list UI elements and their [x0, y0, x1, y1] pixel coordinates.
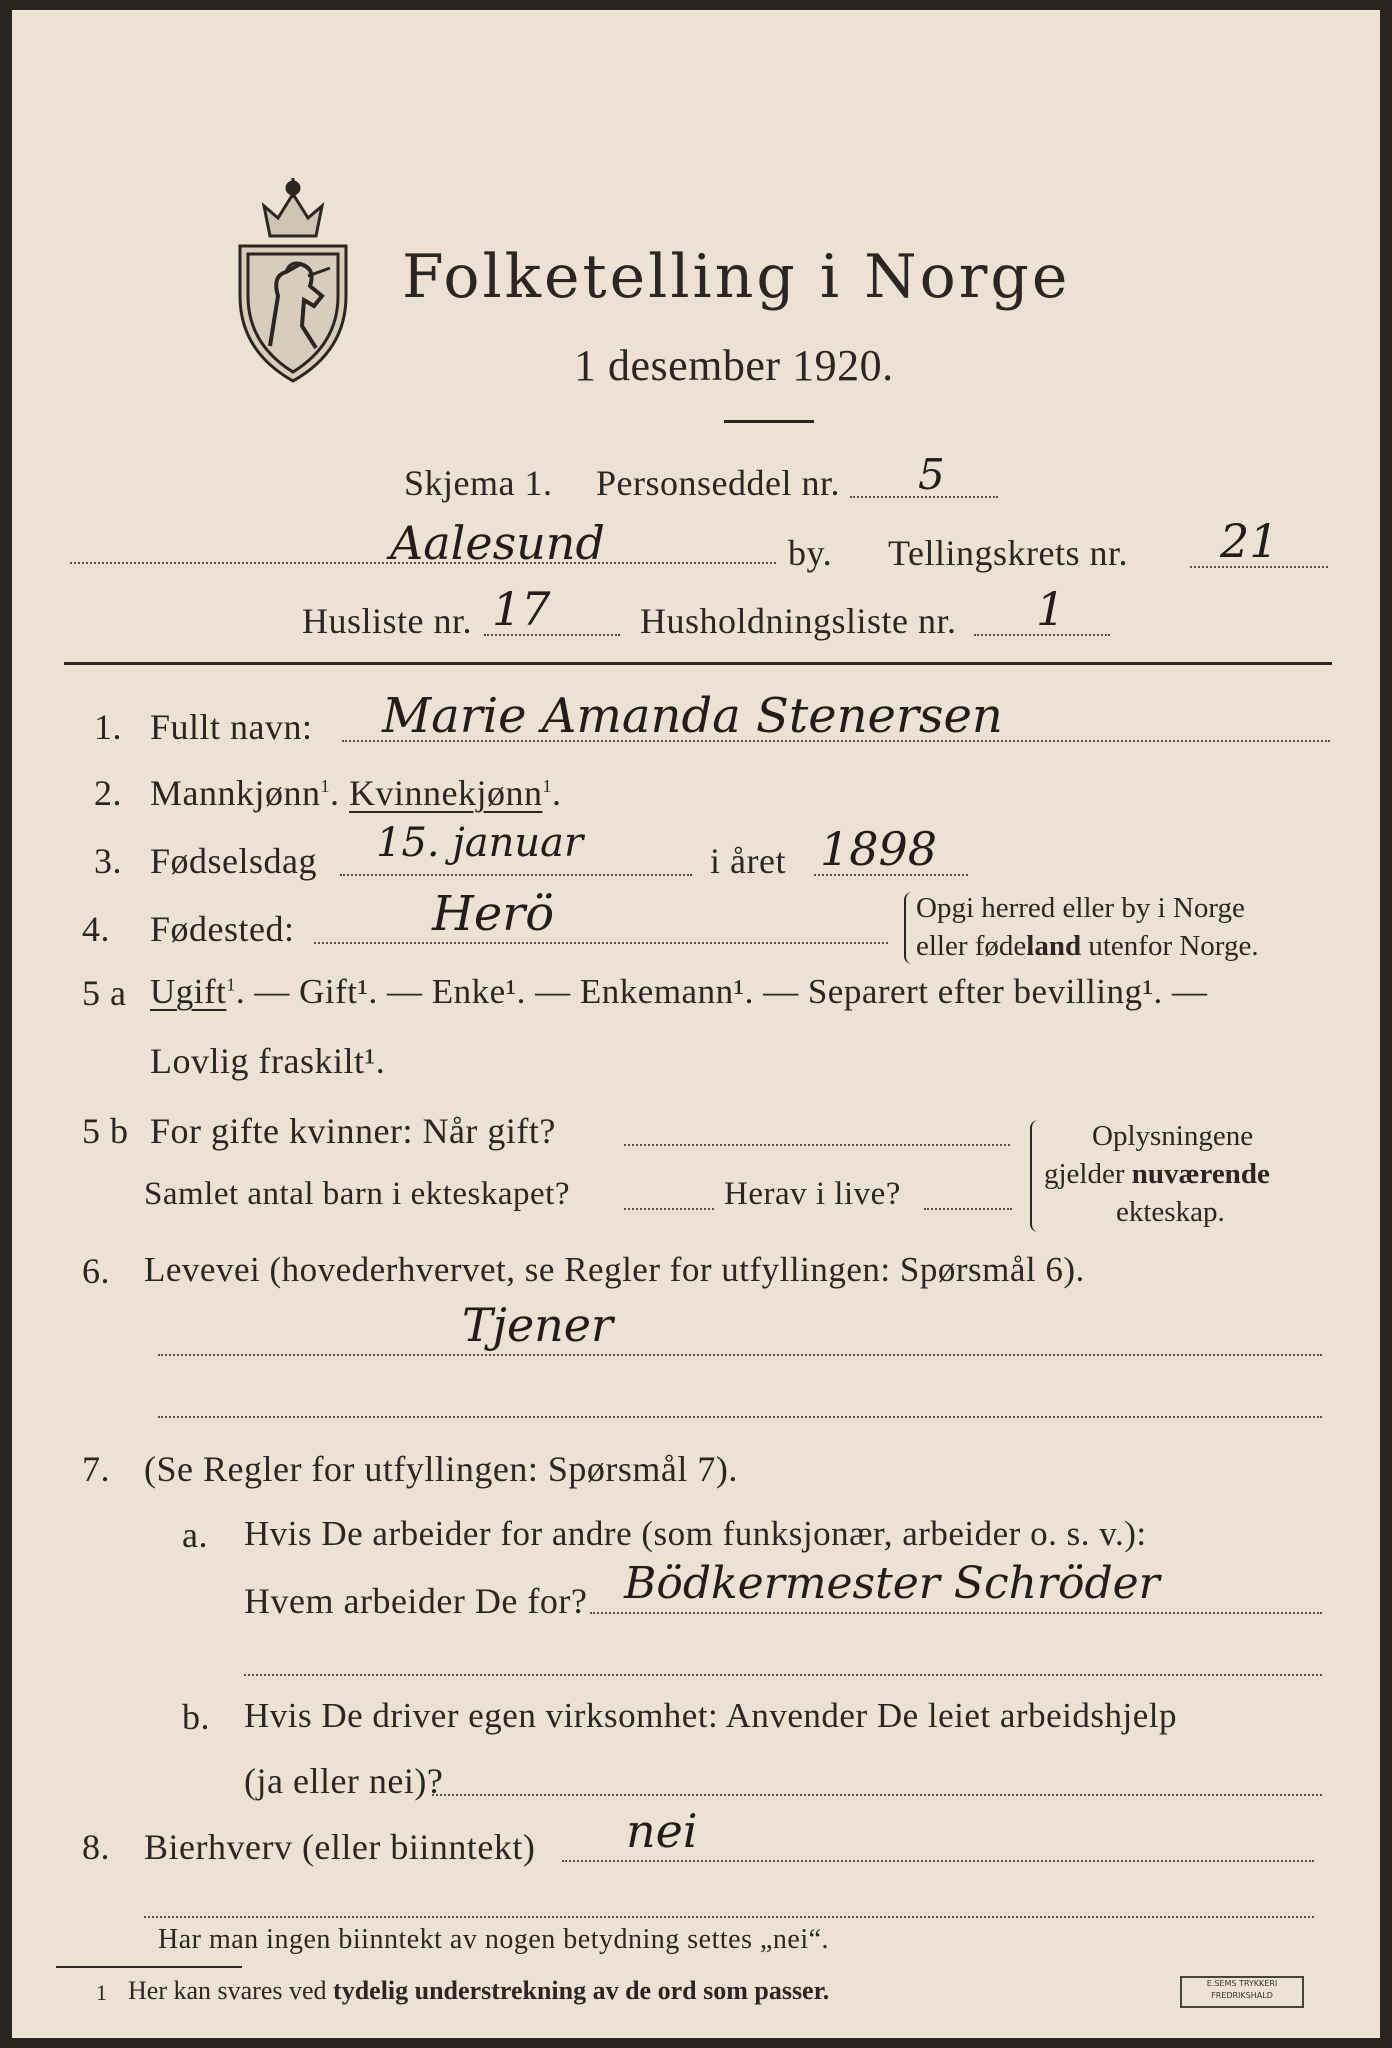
q5b-number: 5 b: [82, 1111, 129, 1151]
q7-number: 7.: [82, 1449, 110, 1489]
q4-label: Fødested:: [150, 909, 295, 949]
q5b-note-brace: [1030, 1120, 1038, 1232]
q5b-alive-field-line: [924, 1208, 1012, 1210]
census-date: 1 desember 1920.: [574, 341, 894, 390]
q6-field-line-1: [158, 1354, 1322, 1356]
coat-of-arms-emblem: [230, 176, 356, 386]
q7-label: (Se Regler for utfyllingen: Spørsmål 7).: [144, 1449, 738, 1489]
q7b-number: b.: [182, 1697, 210, 1737]
q5b-children-label: Samlet antal barn i ekteskapet?: [144, 1176, 571, 1212]
q2-footnote-ref-2: 1: [542, 776, 552, 796]
q7a-line1: Hvis De arbeider for andre (som funksjonær, arbeider o. s. v.):: [244, 1514, 1147, 1553]
husholdning-value: 1: [1036, 582, 1066, 636]
personseddel-label: Personseddel nr.: [596, 463, 840, 503]
printer-stamp-line1: E.SEMS TRYKKERI: [1206, 1979, 1278, 1988]
footnote-mark: 1: [96, 1980, 107, 2005]
q3-birthday-value: 15. januar: [376, 820, 584, 866]
form-title: Folketelling i Norge: [402, 242, 1071, 312]
q1-label: Fullt navn:: [150, 707, 313, 747]
q5b-note-line1: Oplysningene: [1092, 1120, 1254, 1152]
q4-note-line2-post: utenfor Norge.: [1088, 930, 1259, 962]
q5a-footnote-ref: 1: [226, 974, 236, 995]
q1-number: 1.: [94, 707, 122, 747]
q8-field-line: [562, 1860, 1314, 1862]
title-divider: [724, 420, 814, 423]
q5a-line2: Lovlig fraskilt¹.: [150, 1041, 386, 1081]
printer-stamp-line2: FREDRIKSHALD: [1211, 1991, 1273, 2000]
q5a-ugift-underlined: Ugift: [150, 972, 227, 1011]
q3-field-line: [340, 874, 692, 876]
q8-note: Har man ingen biinntekt av nogen betydning settes „nei“.: [158, 1924, 830, 1955]
q5a-number: 5 a: [82, 973, 127, 1013]
q4-note-line2-pre: eller føde: [916, 930, 1027, 962]
q7b-field-line: [432, 1794, 1322, 1796]
q6-occupation-value: Tjener: [462, 1298, 614, 1352]
q2-footnote-ref: 1: [320, 776, 330, 796]
town-value: Aalesund: [390, 516, 605, 570]
q2-sex-options: [150, 772, 561, 814]
q8-value: nei: [626, 1804, 698, 1858]
q1-full-name-value: Marie Amanda Stenersen: [382, 688, 1003, 744]
q8-label: Bierhverv (eller biinntekt): [144, 1827, 536, 1867]
q6-label: Levevei (hovederhvervet, se Regler for utfyllingen: Spørsmål 6).: [144, 1250, 1085, 1289]
q5b-line1: For gifte kvinner: Når gift?: [150, 1111, 556, 1151]
q3-label: Fødselsdag: [150, 841, 317, 881]
footnote-rule: [56, 1966, 242, 1968]
q6-number: 6.: [82, 1251, 110, 1291]
q4-note-line2: [916, 930, 1259, 963]
q3-year-value: 1898: [820, 822, 938, 876]
q5b-note-line2: [1044, 1158, 1270, 1191]
q4-note-line1: Opgi herred eller by i Norge: [916, 892, 1245, 924]
q8-number: 8.: [82, 1827, 110, 1867]
q7a-field-line-2: [244, 1674, 1322, 1676]
q8-field-line-2: [144, 1916, 1314, 1918]
footnote-text: [128, 1976, 829, 2006]
q5a-other-options: . — Gift¹. — Enke¹. — Enkemann¹. — Separert efter bevilling¹. —: [235, 972, 1208, 1011]
q4-birthplace-value: Herö: [432, 886, 555, 942]
q2-end: .: [551, 773, 562, 813]
by-label: by.: [788, 533, 833, 573]
q7a-field-line: [590, 1612, 1322, 1614]
q2-male-option: Mannkjønn: [150, 773, 321, 813]
footnote-text-bold: tydelig understrekning av de ord som passer.: [333, 1976, 830, 2005]
header-rule: [64, 662, 1332, 665]
census-form-page: [12, 10, 1380, 2038]
q5b-alive-label: Herav i live?: [724, 1176, 901, 1212]
q4-note-line2-bold: land: [1026, 930, 1082, 962]
q5b-children-field-line: [624, 1208, 714, 1210]
q7b-line2: (ja eller nei)?: [244, 1761, 444, 1801]
q4-note-brace: [904, 892, 912, 964]
q3-year-label: i året: [710, 841, 786, 881]
q3-number: 3.: [94, 841, 122, 881]
personseddel-value: 5: [918, 450, 945, 499]
q7a-number: a.: [182, 1515, 208, 1555]
tellingskrets-label: Tellingskrets nr.: [888, 533, 1128, 573]
q4-field-line: [314, 942, 888, 944]
q2-female-option-underlined: Kvinnekjønn: [349, 773, 543, 813]
q5b-note-line2-bold: nuværende: [1131, 1158, 1270, 1190]
tellingskrets-value: 21: [1220, 514, 1279, 568]
q5b-note-line3: ekteskap.: [1116, 1196, 1225, 1228]
q7a-line2: Hvem arbeider De for?: [244, 1581, 588, 1621]
footnote-text-pre: Her kan svares ved: [128, 1976, 327, 2005]
q2-separator: .: [330, 773, 340, 813]
q5b-note-line2-pre: gjelder: [1044, 1158, 1125, 1190]
q6-field-line-2: [158, 1416, 1322, 1418]
q5a-marital-options: [150, 972, 1207, 1012]
husholdning-label: Husholdningsliste nr.: [640, 601, 957, 641]
q7b-line1: Hvis De driver egen virksomhet: Anvender De leiet arbeidshjelp: [244, 1696, 1177, 1735]
q7a-employer-value: Bödkermester Schröder: [624, 1558, 1160, 1609]
q2-number: 2.: [94, 773, 122, 813]
q5b-married-field-line: [624, 1144, 1010, 1146]
q4-number: 4.: [82, 909, 110, 949]
husliste-label: Husliste nr.: [302, 601, 473, 641]
husliste-value: 17: [492, 582, 551, 636]
skjema-label: Skjema 1.: [404, 463, 553, 503]
printer-stamp: [1180, 1976, 1304, 2008]
